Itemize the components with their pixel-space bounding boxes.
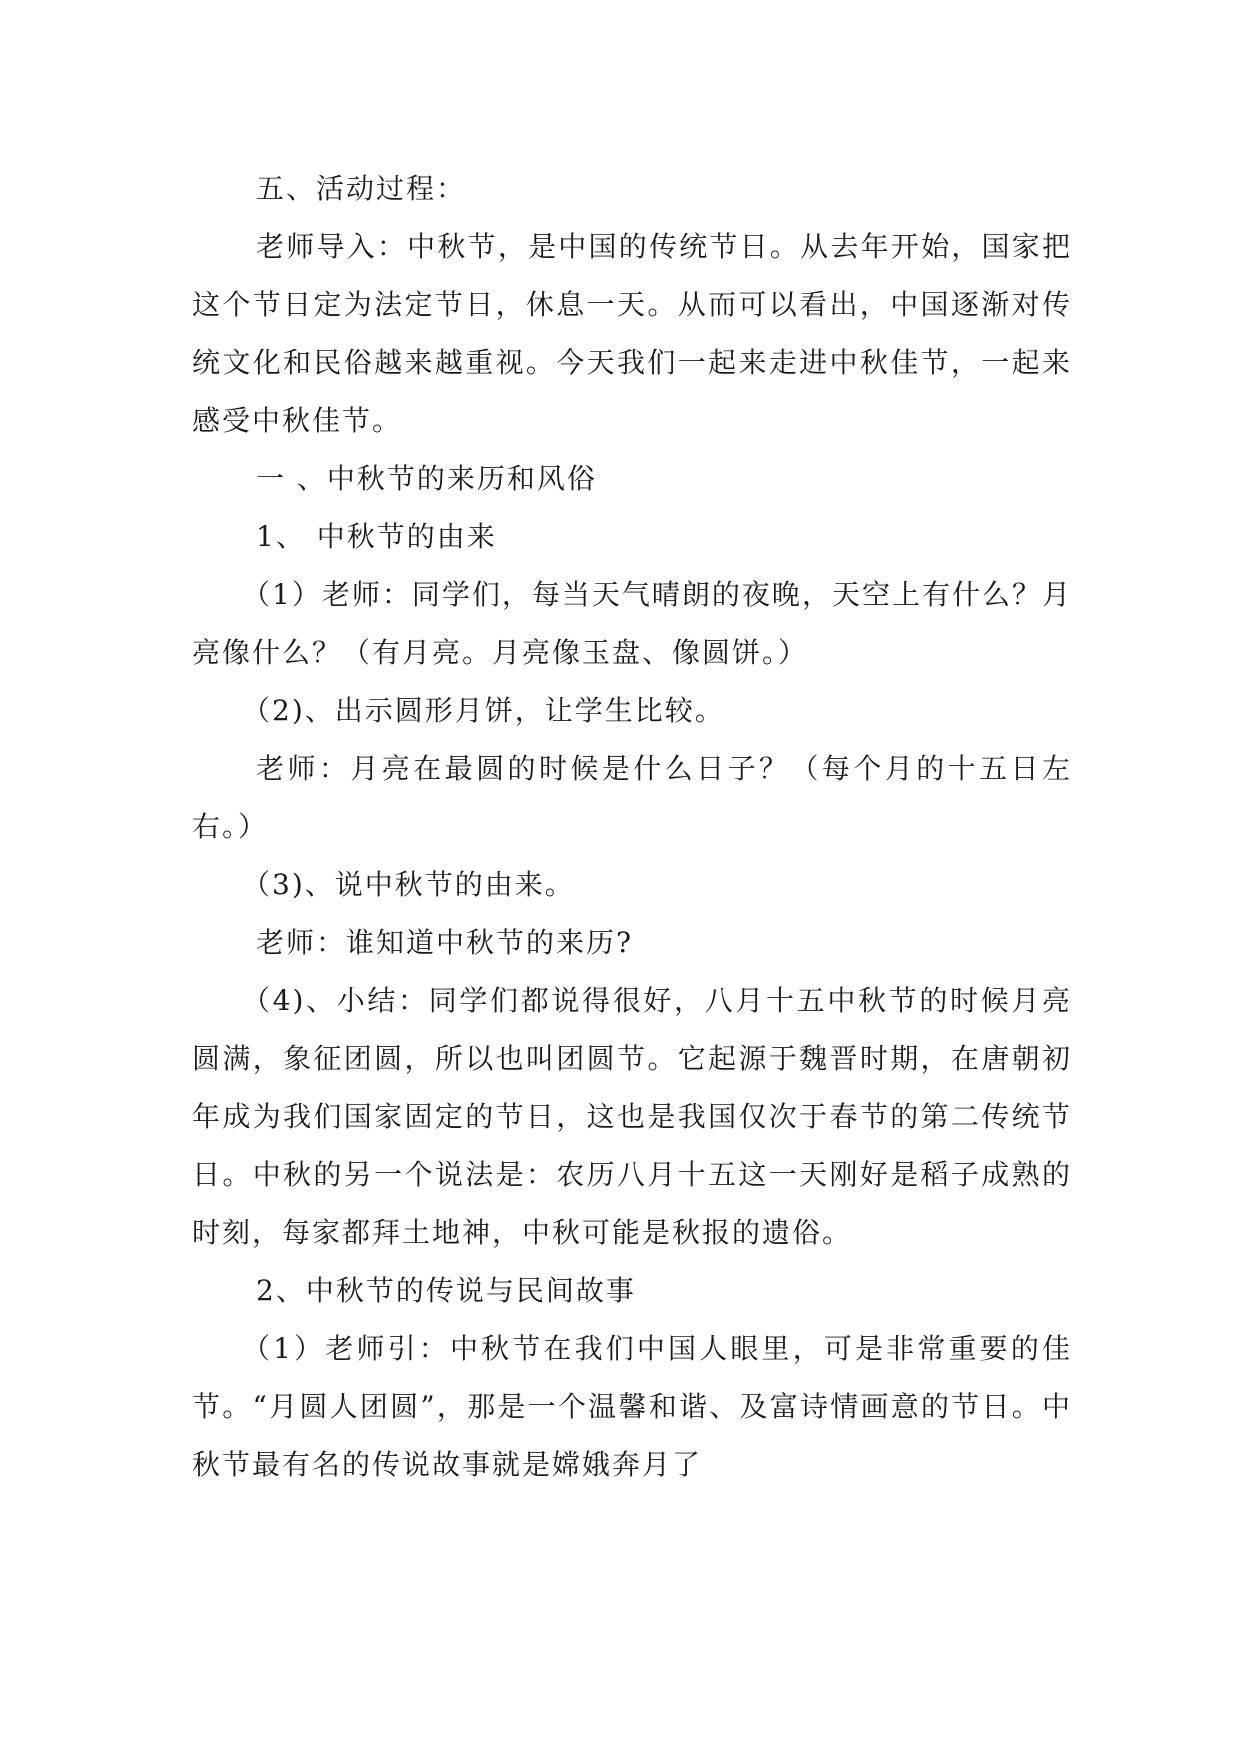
document-body — [192, 160, 1072, 1494]
paragraph-step-3-origin: （3)、说中秋节的由来。 — [242, 868, 575, 901]
paragraph-step-4-summary: （4)、小结：同学们都说得很好，八月十五中秋节的时候月亮圆满，象征团圆，所以也叫团圆节。它起源于魏晋时期，在唐朝初年成为我们国家固定的节日，这也是我国仅次于春节的第二传统节日。中秋的另一个说法是：农历八月十五这一天刚好是稻子成熟的时刻，每家都拜土地神，中秋可能是秋报的遗俗。 — [192, 984, 1072, 1249]
section-heading-activity-process: 五、活动过程： — [256, 172, 467, 205]
subheading-origin-and-customs: 一 、中秋节的来历和风俗 — [256, 462, 597, 495]
paragraph-step-1-question: （1）老师：同学们，每当天气晴朗的夜晚，天空上有什么？月亮像什么？（有月亮。月亮像玉盘、像圆饼。） — [192, 578, 1072, 669]
subheading-festival-origin: 1、 中秋节的由来 — [256, 520, 497, 553]
paragraph-step-2-mooncake: （2)、出示圆形月饼，让学生比较。 — [242, 694, 725, 727]
paragraph-legend-introduction: （1）老师引：中秋节在我们中国人眼里，可是非常重要的佳节。“月圆人团圆”，那是一个温馨和谐、及富诗情画意的节日。中秋节最有名的传说故事就是嫦娥奔月了 — [192, 1332, 1072, 1481]
paragraph-teacher-question-origin: 老师：谁知道中秋节的来历? — [256, 926, 634, 959]
subheading-legends-and-folktales: 2、中秋节的传说与民间故事 — [256, 1274, 636, 1307]
paragraph-teacher-full-moon: 老师：月亮在最圆的时候是什么日子？（每个月的十五日左右。） — [192, 752, 1072, 843]
paragraph-teacher-introduction: 老师导入：中秋节，是中国的传统节日。从去年开始，国家把这个节日定为法定节日，休息一天。从而可以看出，中国逐渐对传统文化和民俗越来越重视。今天我们一起来走进中秋佳节，一起来感受中秋佳节。 — [192, 230, 1072, 437]
